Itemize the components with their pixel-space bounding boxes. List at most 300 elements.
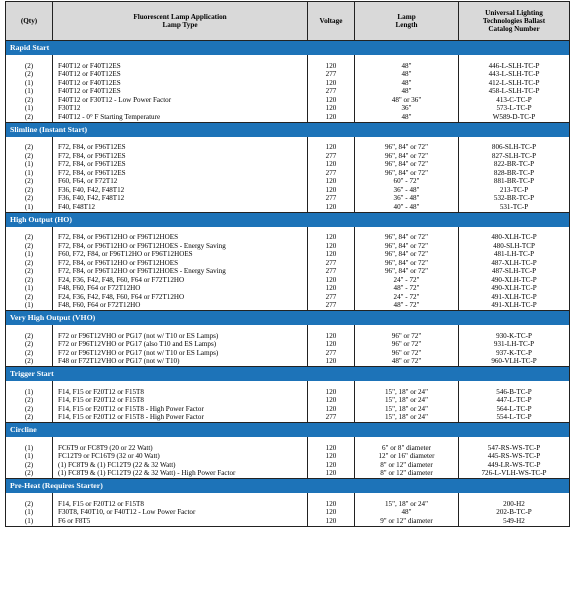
catalog-header-line: Universal Lighting [485, 8, 543, 17]
section-spacer [6, 437, 570, 444]
table-row [6, 88, 570, 97]
lamp-type-cell: F72 or F96T12VHO or PG17 (not w/ T10 or ES Lamps) [53, 349, 308, 358]
catalog-header-line: Catalog Number [488, 25, 540, 34]
section-spacer [6, 137, 570, 144]
table-row [6, 285, 570, 294]
catalog-number-cell: 531-TC-P [459, 203, 570, 212]
voltage-cell: 120 [308, 178, 355, 187]
spacer-cell [355, 55, 459, 62]
spacer-cell [308, 137, 355, 144]
qty-cell: (1) [6, 251, 53, 260]
length-cell: 8" or 12" diameter [355, 461, 459, 470]
length-cell: 8" or 12" diameter [355, 470, 459, 479]
spacer-cell [355, 437, 459, 444]
spacer-cell [459, 227, 570, 234]
lamp-type-cell: F6 or F8T5 [53, 517, 308, 526]
catalog-number-cell: 449-LR-WS-TC-P [459, 461, 570, 470]
spacer-cell [308, 325, 355, 332]
voltage-cell: 120 [308, 242, 355, 251]
catalog-number-cell: 491-XLH-TC-P [459, 302, 570, 311]
voltage-cell: 120 [308, 444, 355, 453]
catalog-number-cell: 490-XLH-TC-P [459, 276, 570, 285]
catalog-number-cell: 490-XLH-TC-P [459, 285, 570, 294]
lamp-type-cell: F40T12 or F40T12ES [53, 79, 308, 88]
spacer-cell [459, 137, 570, 144]
section-spacer [6, 381, 570, 388]
catalog-number-cell: 200-H2 [459, 500, 570, 509]
qty-cell: (2) [6, 195, 53, 204]
qty-cell: (2) [6, 470, 53, 479]
qty-cell: (2) [6, 349, 53, 358]
lamp-type-cell: F72, F84, or F96T12ES [53, 161, 308, 170]
table-row [6, 203, 570, 212]
length-cell: 12" or 16" diameter [355, 453, 459, 462]
length-cell: 60" - 72" [355, 178, 459, 187]
lamp-type-cell: F72, F84, or F96T12HO or F96T12HOES - Energy Saving [53, 268, 308, 277]
table-row [6, 332, 570, 341]
table-row [6, 405, 570, 414]
voltage-cell: 120 [308, 144, 355, 153]
length-cell: 48" [355, 88, 459, 97]
spacer-cell [308, 55, 355, 62]
voltage-cell: 120 [308, 470, 355, 479]
catalog-number-cell: 413-C-TC-P [459, 96, 570, 105]
voltage-cell: 277 [308, 169, 355, 178]
section-title: Trigger Start [6, 367, 570, 382]
qty-cell: (1) [6, 285, 53, 294]
table-row [6, 453, 570, 462]
qty-cell: (1) [6, 444, 53, 453]
table-row [6, 414, 570, 423]
voltage-cell: 120 [308, 161, 355, 170]
qty-cell: (2) [6, 276, 53, 285]
lamp-type-cell: F72, F84, or F96T12HO or F96T12HOES - Energy Saving [53, 242, 308, 251]
lamp-type-cell: F40T12 or F40T12ES [53, 71, 308, 80]
catalog-number-cell: 822-BR-TC-P [459, 161, 570, 170]
length-cell: 24" - 72" [355, 276, 459, 285]
length-cell: 48" or 36" [355, 96, 459, 105]
table-body [6, 41, 570, 527]
qty-cell: (2) [6, 414, 53, 423]
qty-cell: (2) [6, 341, 53, 350]
qty-cell: (2) [6, 186, 53, 195]
lamp-type-cell: F24, F36, F42, F48, F60, F64 or F72T12HO [53, 293, 308, 302]
table-row [6, 397, 570, 406]
header-row [6, 2, 570, 41]
catalog-number-cell: 546-B-TC-P [459, 388, 570, 397]
length-header [355, 2, 459, 41]
qty-cell: (1) [6, 79, 53, 88]
table-row [6, 144, 570, 153]
lamp-type-cell: F72, F84, or F96T12ES [53, 152, 308, 161]
qty-cell: (2) [6, 405, 53, 414]
length-cell: 96", 84" or 72" [355, 161, 459, 170]
catalog-number-cell: 573-L-TC-P [459, 105, 570, 114]
lamp-type-cell: FC12T9 or FC16T9 (32 or 40 Watt) [53, 453, 308, 462]
ballast-table [5, 1, 570, 527]
catalog-number-cell: 445-RS-WS-TC-P [459, 453, 570, 462]
section-title: High Output (HO) [6, 212, 570, 227]
length-cell: 48" [355, 509, 459, 518]
lamp-type-header-line: Lamp Type [162, 21, 198, 29]
length-cell: 48" - 72" [355, 285, 459, 294]
table-row [6, 161, 570, 170]
spacer-cell [6, 227, 53, 234]
table-row [6, 251, 570, 260]
catalog-number-cell: 458-L-SLH-TC-P [459, 88, 570, 97]
section-header [6, 423, 570, 438]
section-header [6, 367, 570, 382]
voltage-cell: 277 [308, 152, 355, 161]
catalog-number-cell: 564-L-TC-P [459, 405, 570, 414]
catalog-number-cell: 480-SLH-TCP [459, 242, 570, 251]
section-header [6, 41, 570, 56]
lamp-type-cell: F72, F84, or F96T12HO or F96T12HOES [53, 259, 308, 268]
length-cell: 15", 18" or 24" [355, 388, 459, 397]
lamp-type-cell: F72, F84, or F96T12ES [53, 144, 308, 153]
spacer-cell [355, 493, 459, 500]
spacer-cell [53, 227, 308, 234]
length-cell: 96", 84" or 72" [355, 268, 459, 277]
table-row [6, 234, 570, 243]
length-cell: 15", 18" or 24" [355, 500, 459, 509]
lamp-type-header-line: Fluorescent Lamp Application [133, 12, 227, 21]
voltage-cell: 120 [308, 96, 355, 105]
voltage-cell: 120 [308, 62, 355, 71]
catalog-number-cell: W589-D-TC-P [459, 113, 570, 122]
spacer-cell [459, 325, 570, 332]
section-title: Very High Output (VHO) [6, 311, 570, 326]
spacer-cell [355, 381, 459, 388]
voltage-cell: 277 [308, 88, 355, 97]
lamp-type-cell: F40T12 or F40T12ES [53, 88, 308, 97]
lamp-type-cell: F40T12 or F40T12ES [53, 62, 308, 71]
spacer-cell [459, 381, 570, 388]
table-row [6, 186, 570, 195]
qty-cell: (2) [6, 113, 53, 122]
spacer-cell [53, 325, 308, 332]
qty-cell: (2) [6, 293, 53, 302]
lamp-type-cell: FC6T9 or FC8T9 (20 or 22 Watt) [53, 444, 308, 453]
qty-cell: (2) [6, 96, 53, 105]
spacer-cell [308, 381, 355, 388]
table-row [6, 178, 570, 187]
length-cell: 96", 84" or 72" [355, 259, 459, 268]
catalog-number-cell: 547-RS-WS-TC-P [459, 444, 570, 453]
qty-cell: (1) [6, 453, 53, 462]
qty-cell: (2) [6, 234, 53, 243]
catalog-number-cell: 443-L-SLH-TC-P [459, 71, 570, 80]
catalog-number-cell: 213-TC-P [459, 186, 570, 195]
length-cell: 96", 84" or 72" [355, 144, 459, 153]
table-row [6, 358, 570, 367]
spacer-cell [53, 437, 308, 444]
table-row [6, 276, 570, 285]
length-cell: 15", 18" or 24" [355, 414, 459, 423]
length-cell: 96" or 72" [355, 332, 459, 341]
table-row [6, 242, 570, 251]
qty-cell: (1) [6, 302, 53, 311]
section-header [6, 311, 570, 326]
catalog-number-cell: 480-XLH-TC-P [459, 234, 570, 243]
length-cell: 96", 84" or 72" [355, 169, 459, 178]
catalog-number-cell: 202-B-TC-P [459, 509, 570, 518]
length-cell: 36" - 48" [355, 186, 459, 195]
lamp-type-cell: F14, F15 or F20T12 or F15T8 [53, 397, 308, 406]
length-cell: 36" - 48" [355, 195, 459, 204]
section-spacer [6, 493, 570, 500]
voltage-cell: 277 [308, 259, 355, 268]
voltage-cell: 277 [308, 268, 355, 277]
lamp-type-cell: F40T12 - 0° F Starting Temperature [53, 113, 308, 122]
qty-cell: (2) [6, 144, 53, 153]
voltage-cell: 120 [308, 332, 355, 341]
spacer-cell [6, 381, 53, 388]
length-cell: 96", 84" or 72" [355, 251, 459, 260]
lamp-type-cell: F48 or F72T12VHO or PG17 (not w/ T10) [53, 358, 308, 367]
catalog-number-cell: 930-K-TC-P [459, 332, 570, 341]
catalog-number-cell: 827-SLH-TC-P [459, 152, 570, 161]
voltage-cell: 120 [308, 341, 355, 350]
table-row [6, 341, 570, 350]
spacer-cell [459, 437, 570, 444]
length-cell: 96" or 72" [355, 341, 459, 350]
voltage-header: Voltage [308, 2, 355, 41]
length-cell: 48" [355, 113, 459, 122]
lamp-type-cell: F40, F48T12 [53, 203, 308, 212]
table-row [6, 195, 570, 204]
catalog-number-cell: 881-BR-TC-P [459, 178, 570, 187]
catalog-number-cell: 446-L-SLH-TC-P [459, 62, 570, 71]
catalog-header-line: Technologies Ballast [482, 16, 546, 25]
lamp-type-cell: F36, F40, F42, F48T12 [53, 195, 308, 204]
spacer-cell [53, 137, 308, 144]
qty-cell: (2) [6, 397, 53, 406]
table-row [6, 509, 570, 518]
qty-cell: (1) [6, 161, 53, 170]
voltage-cell: 277 [308, 302, 355, 311]
length-cell: 96", 84" or 72" [355, 242, 459, 251]
spacer-cell [6, 55, 53, 62]
catalog-number-cell: 412-L-SLH-TC-P [459, 79, 570, 88]
lamp-type-cell: F72 or F96T12VHO or PG17 (not w/ T10 or ES Lamps) [53, 332, 308, 341]
catalog-number-cell: 554-L-TC-P [459, 414, 570, 423]
spacer-cell [355, 325, 459, 332]
lamp-type-cell: F24, F36, F42, F48, F60, F64 or F72T12HO [53, 276, 308, 285]
qty-cell: (1) [6, 388, 53, 397]
table-row [6, 96, 570, 105]
length-cell: 36" [355, 105, 459, 114]
lamp-type-cell: F48, F60, F64 or F72T12HO [53, 285, 308, 294]
length-cell: 48" - 72" [355, 302, 459, 311]
section-spacer [6, 325, 570, 332]
spacer-cell [6, 493, 53, 500]
qty-cell: (1) [6, 203, 53, 212]
lamp-type-header [53, 2, 308, 41]
lamp-type-cell: (1) FC8T9 & (1) FC12T9 (22 & 32 Watt) - High Power Factor [53, 470, 308, 479]
lamp-type-cell: F36, F40, F42, F48T12 [53, 186, 308, 195]
qty-cell: (1) [6, 509, 53, 518]
lamp-type-cell: (1) FC8T9 & (1) FC12T9 (22 & 32 Watt) [53, 461, 308, 470]
section-spacer [6, 55, 570, 62]
length-header-line: Lamp [397, 12, 416, 21]
catalog-number-cell: 487-SLH-TC-P [459, 268, 570, 277]
qty-cell: (1) [6, 517, 53, 526]
spacer-cell [53, 55, 308, 62]
length-cell: 6" or 8" diameter [355, 444, 459, 453]
qty-cell: (1) [6, 169, 53, 178]
voltage-cell: 120 [308, 461, 355, 470]
lamp-type-cell: F72, F84, or F96T12ES [53, 169, 308, 178]
table-row [6, 470, 570, 479]
section-title: Rapid Start [6, 41, 570, 56]
section-title: Slimline (Instant Start) [6, 122, 570, 137]
table-row [6, 105, 570, 114]
catalog-number-cell: 931-LH-TC-P [459, 341, 570, 350]
qty-cell: (2) [6, 62, 53, 71]
length-cell: 48" [355, 62, 459, 71]
length-cell: 96", 84" or 72" [355, 152, 459, 161]
table-row [6, 71, 570, 80]
catalog-number-cell: 806-SLH-TC-P [459, 144, 570, 153]
voltage-cell: 120 [308, 276, 355, 285]
section-header [6, 122, 570, 137]
table-row [6, 113, 570, 122]
voltage-cell: 120 [308, 234, 355, 243]
table-row [6, 349, 570, 358]
catalog-number-cell: 487-XLH-TC-P [459, 259, 570, 268]
catalog-number-cell: 828-BR-TC-P [459, 169, 570, 178]
lamp-type-cell: F30T8, F40T10, or F40T12 - Low Power Factor [53, 509, 308, 518]
spacer-cell [308, 437, 355, 444]
lamp-type-cell: F60, F72, F84, or F96T12HO or F96T12HOES [53, 251, 308, 260]
catalog-number-cell: 726-L-VLH-WS-TC-P [459, 470, 570, 479]
section-spacer [6, 227, 570, 234]
qty-cell: (2) [6, 268, 53, 277]
spacer-cell [6, 437, 53, 444]
qty-header: (Qty) [6, 2, 53, 41]
table-row [6, 500, 570, 509]
length-header-line: Length [395, 21, 418, 29]
table-row [6, 517, 570, 526]
spacer-cell [53, 381, 308, 388]
table-row [6, 259, 570, 268]
length-cell: 9" or 12" diameter [355, 517, 459, 526]
lamp-type-cell: F14, F15 or F20T12 or F15T8 [53, 500, 308, 509]
spacer-cell [308, 227, 355, 234]
length-cell: 96", 84" or 72" [355, 234, 459, 243]
length-cell: 48" [355, 71, 459, 80]
voltage-cell: 120 [308, 79, 355, 88]
qty-cell: (2) [6, 500, 53, 509]
length-cell: 15", 18" or 24" [355, 397, 459, 406]
length-cell: 48" [355, 79, 459, 88]
qty-cell: (2) [6, 332, 53, 341]
lamp-type-cell: F30T12 [53, 105, 308, 114]
voltage-cell: 120 [308, 285, 355, 294]
spacer-cell [459, 55, 570, 62]
table-row [6, 388, 570, 397]
voltage-cell: 120 [308, 388, 355, 397]
qty-cell: (1) [6, 105, 53, 114]
qty-cell: (2) [6, 242, 53, 251]
table-row [6, 268, 570, 277]
catalog-number-cell: 491-XLH-TC-P [459, 293, 570, 302]
voltage-cell: 120 [308, 203, 355, 212]
catalog-header [459, 2, 570, 41]
lamp-type-cell: F40T12 or F30T12 - Low Power Factor [53, 96, 308, 105]
length-cell: 15", 18" or 24" [355, 405, 459, 414]
lamp-type-cell: F48, F60, F64 or F72T12HO [53, 302, 308, 311]
spacer-cell [6, 325, 53, 332]
voltage-cell: 277 [308, 349, 355, 358]
table-row [6, 79, 570, 88]
section-header [6, 212, 570, 227]
spacer-cell [308, 493, 355, 500]
catalog-number-cell: 532-BR-TC-P [459, 195, 570, 204]
voltage-cell: 120 [308, 405, 355, 414]
catalog-number-cell: 937-K-TC-P [459, 349, 570, 358]
lamp-type-cell: F72 or F96T12VHO or PG17 (also T10 and ES Lamps) [53, 341, 308, 350]
length-cell: 40" - 48" [355, 203, 459, 212]
qty-cell: (2) [6, 259, 53, 268]
lamp-type-cell: F60, F64, or F72T12 [53, 178, 308, 187]
table-row [6, 169, 570, 178]
table-row [6, 302, 570, 311]
spacer-cell [355, 227, 459, 234]
spacer-cell [355, 137, 459, 144]
section-title: Pre-Heat (Requires Starter) [6, 479, 570, 494]
lamp-type-cell: F14, F15 or F20T12 or F15T8 - High Power Factor [53, 405, 308, 414]
section-header [6, 479, 570, 494]
voltage-cell: 120 [308, 509, 355, 518]
voltage-cell: 120 [308, 113, 355, 122]
length-cell: 24" - 72" [355, 293, 459, 302]
voltage-cell: 120 [308, 500, 355, 509]
qty-cell: (1) [6, 88, 53, 97]
voltage-cell: 277 [308, 71, 355, 80]
catalog-number-cell: 481-LH-TC-P [459, 251, 570, 260]
table-row [6, 293, 570, 302]
table-row [6, 62, 570, 71]
lamp-type-cell: F14, F15 or F20T12 or F15T8 [53, 388, 308, 397]
voltage-cell: 120 [308, 186, 355, 195]
voltage-cell: 120 [308, 251, 355, 260]
voltage-cell: 120 [308, 517, 355, 526]
length-cell: 96" or 72" [355, 349, 459, 358]
spacer-cell [459, 493, 570, 500]
spacer-cell [53, 493, 308, 500]
voltage-cell: 277 [308, 414, 355, 423]
catalog-number-cell: 549-H2 [459, 517, 570, 526]
voltage-cell: 120 [308, 105, 355, 114]
length-cell: 48" or 72" [355, 358, 459, 367]
spacer-cell [6, 137, 53, 144]
voltage-cell: 120 [308, 358, 355, 367]
lamp-type-cell: F14, F15 or F20T12 or F15T8 - High Power Factor [53, 414, 308, 423]
voltage-cell: 277 [308, 293, 355, 302]
qty-cell: (2) [6, 358, 53, 367]
table-row [6, 444, 570, 453]
table-row [6, 152, 570, 161]
lamp-type-cell: F72, F84, or F96T12HO or F96T12HOES [53, 234, 308, 243]
voltage-cell: 120 [308, 453, 355, 462]
voltage-cell: 277 [308, 195, 355, 204]
section-title: Circline [6, 423, 570, 438]
voltage-cell: 120 [308, 397, 355, 406]
table-row [6, 461, 570, 470]
qty-cell: (2) [6, 461, 53, 470]
